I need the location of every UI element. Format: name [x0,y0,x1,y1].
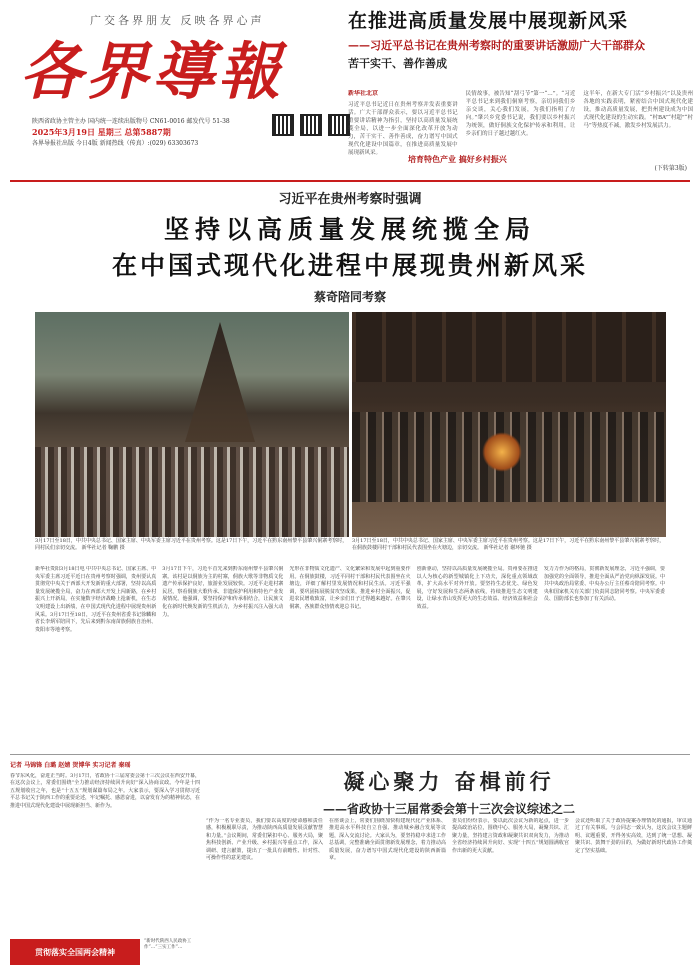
masthead-slogan: 广交各界朋友 反映各界心声 [90,14,265,27]
top-story-col: 这半年，在新大专门活“乡村振兴”以及贵州各地的实践表明，紧密结合中国式现代化建设，推动高质量发展，把贵州建设成为中国式现代化建设的生动实践。“村BA”“村超”“村马”等热度不减，激发乡村发展活力。 [583,91,694,129]
top-story-subhead2: 苦干实干、善作善成 [348,57,447,70]
article-column: “作为一名专业委员，我们要以高度的使命感和责任感，积极履职尽责，为推动陕西高质量发展贡献智慧和力量。”会议期间，常委们紧扣中心、服务大局，聚焦科技创新、产业升级、乡村振兴等重点工作，深入调研、建言献策，提出了一批具有前瞻性、针对性、可操作性的意见建议。 [206,818,323,862]
top-story-col: 民情故事，被告知“刮弓节”第一“…”。“习近平总书记来到我们侗寨考察，亲切同我们乡亲交谈，关心我们发展，为我们指明了方向。”肇兴乡党委书记说，我们要以乡村振兴为统领，做好侗族文化保护传承和利用，让乡亲们的日子越过越红火。 [465,91,576,137]
article-column: 光形在非物质文化遗产、文化繁荣和发展中起到重要作用。在侗族鼓楼，习近平同村干部和村民代表围坐在火塘边，详细了解村里发展情况和村民生活。习近平强调，要巩固拓展脱贫攻坚成果，推进乡村全面振兴，促进农民增收致富，让乡亲们日子过得越来越好。在肇兴侗寨，各族群众热情欢迎总书记。 [289,566,411,610]
news-photo-firepit[interactable] [352,312,666,537]
roof-beams-shape [352,312,666,382]
top-story-section-title: 培育特色产业 搞好乡村振兴 [408,154,507,164]
publisher-line: 陕西省政协主管主办 国内统一连续出版物号 CN61-0016 邮发代号 51-38 [32,118,230,125]
bottom-left-text: 春节东风化，奋进正当时。3月17日，省政协十三届常委会第十三次会议在西安开幕，在这次会议上，常委们围绕“全力推动经济持续回升向好”深入协商议政。今年是十四五规划收官之年，也是“十五五”规划谋篇布局之年。大家表示，要深入学习贯彻习近平总书记关于陕西工作的重要论述，牢记嘱托、感恩奋进，以奋发有为的精神状态，在推进中国式现代化建设中展现新担当、新作为。 [10,773,200,809]
lead-byline: 蔡奇陪同考察 [313,290,386,304]
newspaper-logo[interactable]: 各界導報 [20,35,285,108]
section-divider [10,754,690,755]
publication-info [32,116,272,149]
masthead [10,6,340,178]
lead-article-body [35,566,665,750]
top-story-columns [348,90,693,180]
drum-tower-shape [185,322,255,442]
article-column: 创新驱动，坚持以高质量发展统揽全局。贵州要在推进以人为核心的新型城镇化上下功夫，深化重点领域改革，扩大高水平对外开放。要坚持生态优先、绿色发展，守好发展和生态两条底线，持续推进生态文明建设，让绿水青山发挥更大的生态效益、经济效益和社会效益。 [416,566,538,610]
top-story-col [348,90,458,180]
lead-headline-line1[interactable]: 坚持以高质量发展统揽全局 [163,215,536,244]
fire-shape [482,432,522,472]
article-column: 会议还听取了关于政协提案办理情况的通报，审议通过了有关事项。与会同志一致认为，这次会议主题鲜明、议题重要，开得务实高效，达到了统一思想、凝聚共识、鼓舞干劲的目的，为做好新时代政协工作奠定了坚实基础。 [575,818,692,854]
reporter-credits: 记者 马锦锋 白璐 赵婧 贺博华 实习记者 秦瑶 [10,762,131,769]
top-story-tag: 新华社北京 [348,90,379,97]
top-story-headline[interactable]: 在推进高质量发展中展现新风采 [348,10,629,32]
issue-date: 2025年3月19日 星期三 总第5887期 [32,127,171,137]
article-column: 发力力作为的格局，贯彻新发展理念，习近平强调，要加强党的全面领导，推进全面从严治党向纵深发展。中共中央政治局常委、中央办公厅主任蔡奇陪同考察。中央和国家机关有关部门负责同志陪同考察。中央军委委员、国防部长也参加了有关活动。 [543,566,666,603]
qr-code-icon[interactable] [272,114,294,136]
top-story [348,6,693,178]
qr-code-icon[interactable] [328,114,350,136]
article-column: 委员们纷纷表示，要以此次会议为新的起点，进一步提高政治站位，围绕中心、服务大局，凝聚共识、汇聚力量，坚持建言资政和凝聚共识双向发力，为推动全省经济持续回升向好、实现“十四五”规划圆满收官作出新的更大贡献。 [452,818,569,854]
feature-story [206,760,692,970]
news-photo-village[interactable] [35,312,349,537]
article-column: 在座谈会上，常委们围绕加快构建现代化产业体系、推进高水平科技自立自强、推动城乡融合发展等议题，深入交流讨论。大家认为，要坚持稳中求进工作总基调，完整准确全面贯彻新发展理念，着力推动高质量发展，奋力谱写中国式现代化建设的陕西新篇章。 [329,818,446,862]
photo-caption: 3月17日至18日，中共中央总书记、国家主席、中央军委主席习近平在贵州考察。这是17日下午，习近平在黔东南州黎平县肇兴侗寨考察时，在侗族鼓楼同村干部和村民代表围坐在火塘边，亲切交流。 新华社记者 谢环驰 摄 [352,538,665,551]
top-story-subhead: ——习近平总书记在贵州考察时的重要讲话激励广大干部群众 [348,39,645,52]
top-story-text: 习近平总书记近日在贵州考察并发表重要讲话。广大干部群众表示，要以习近平总书记重要讲话精神为指引，坚持以高质量发展统揽全局，以进一步全面深化改革开放为动力，苦干实干、善作善成，奋力谱写中国式现代化建设中国篇章，在推进高质量发展中展现新风采。 [348,102,458,156]
feature-subtitle: ——省政协十三届常委会第十三次会议综述之二 [322,802,575,816]
article-column: 3月17日下午，习近平首先来到黔东南州黎平县肇兴侗寨。该村是以侗族为主的村寨，侗族大歌等非物质文化遗产传承保护良好，旅游业发展较快。习近平走进村寨民居，察看侗族大歌传承、非遗保护利用和特色产业发展情况。他强调，要坚持保护和传承相结合，让民族文化在新时代焕发新的生机活力，为乡村振兴注入强大动力。 [162,566,284,618]
divider-rule [10,180,690,182]
article-column: 新华社贵阳3月18日电 中共中央总书记、国家主席、中央军委主席习近平近日在贵州考察时强调，贵州要认真贯彻党中央关于西部大开发新的重大部署，坚持以高质量发展统揽全局，奋力在西部大开发上闯新路，在乡村振兴上开新局，在实施数字经济战略上抢新机，在生态文明建设上出新绩，在中国式现代化进程中展现贵州新风采。3月17日至18日，习近平在贵州省委书记徐麟和省长李炳军陪同下，先后来到黔东南苗族侗族自治州、贵阳市等地考察。 [35,566,157,633]
crowd-shape [35,447,349,537]
feature-headline[interactable]: 凝心聚力 奋楫前行 [343,769,555,794]
qr-code-icon[interactable] [300,114,322,136]
lead-kicker: 习近平在贵州考察时强调 [278,192,422,207]
lead-headline-line2[interactable]: 在中国式现代化进程中展现贵州新风采 [111,251,588,280]
photo-caption: 3月17日至18日，中共中央总书记、国家主席、中央军委主席习近平在贵州考察。这是17日下午，习近平在黔东南州黎平县肇兴侗寨考察时，同村民们亲切交流。 新华社记者 鞠鹏 摄 [35,538,348,551]
contact-line: 各界导报社出版 今日4版 新闻热线（传真）:(029) 63303673 [32,140,199,147]
column-banner[interactable]: 贯彻落实全国两会精神 [10,939,140,965]
continued-note[interactable]: (下转第3版) [654,165,687,172]
bottom-left-story [10,760,200,965]
feature-columns [206,818,692,966]
side-note: “新时代陕西人民政协工作”…“三实工作”… [144,939,192,950]
